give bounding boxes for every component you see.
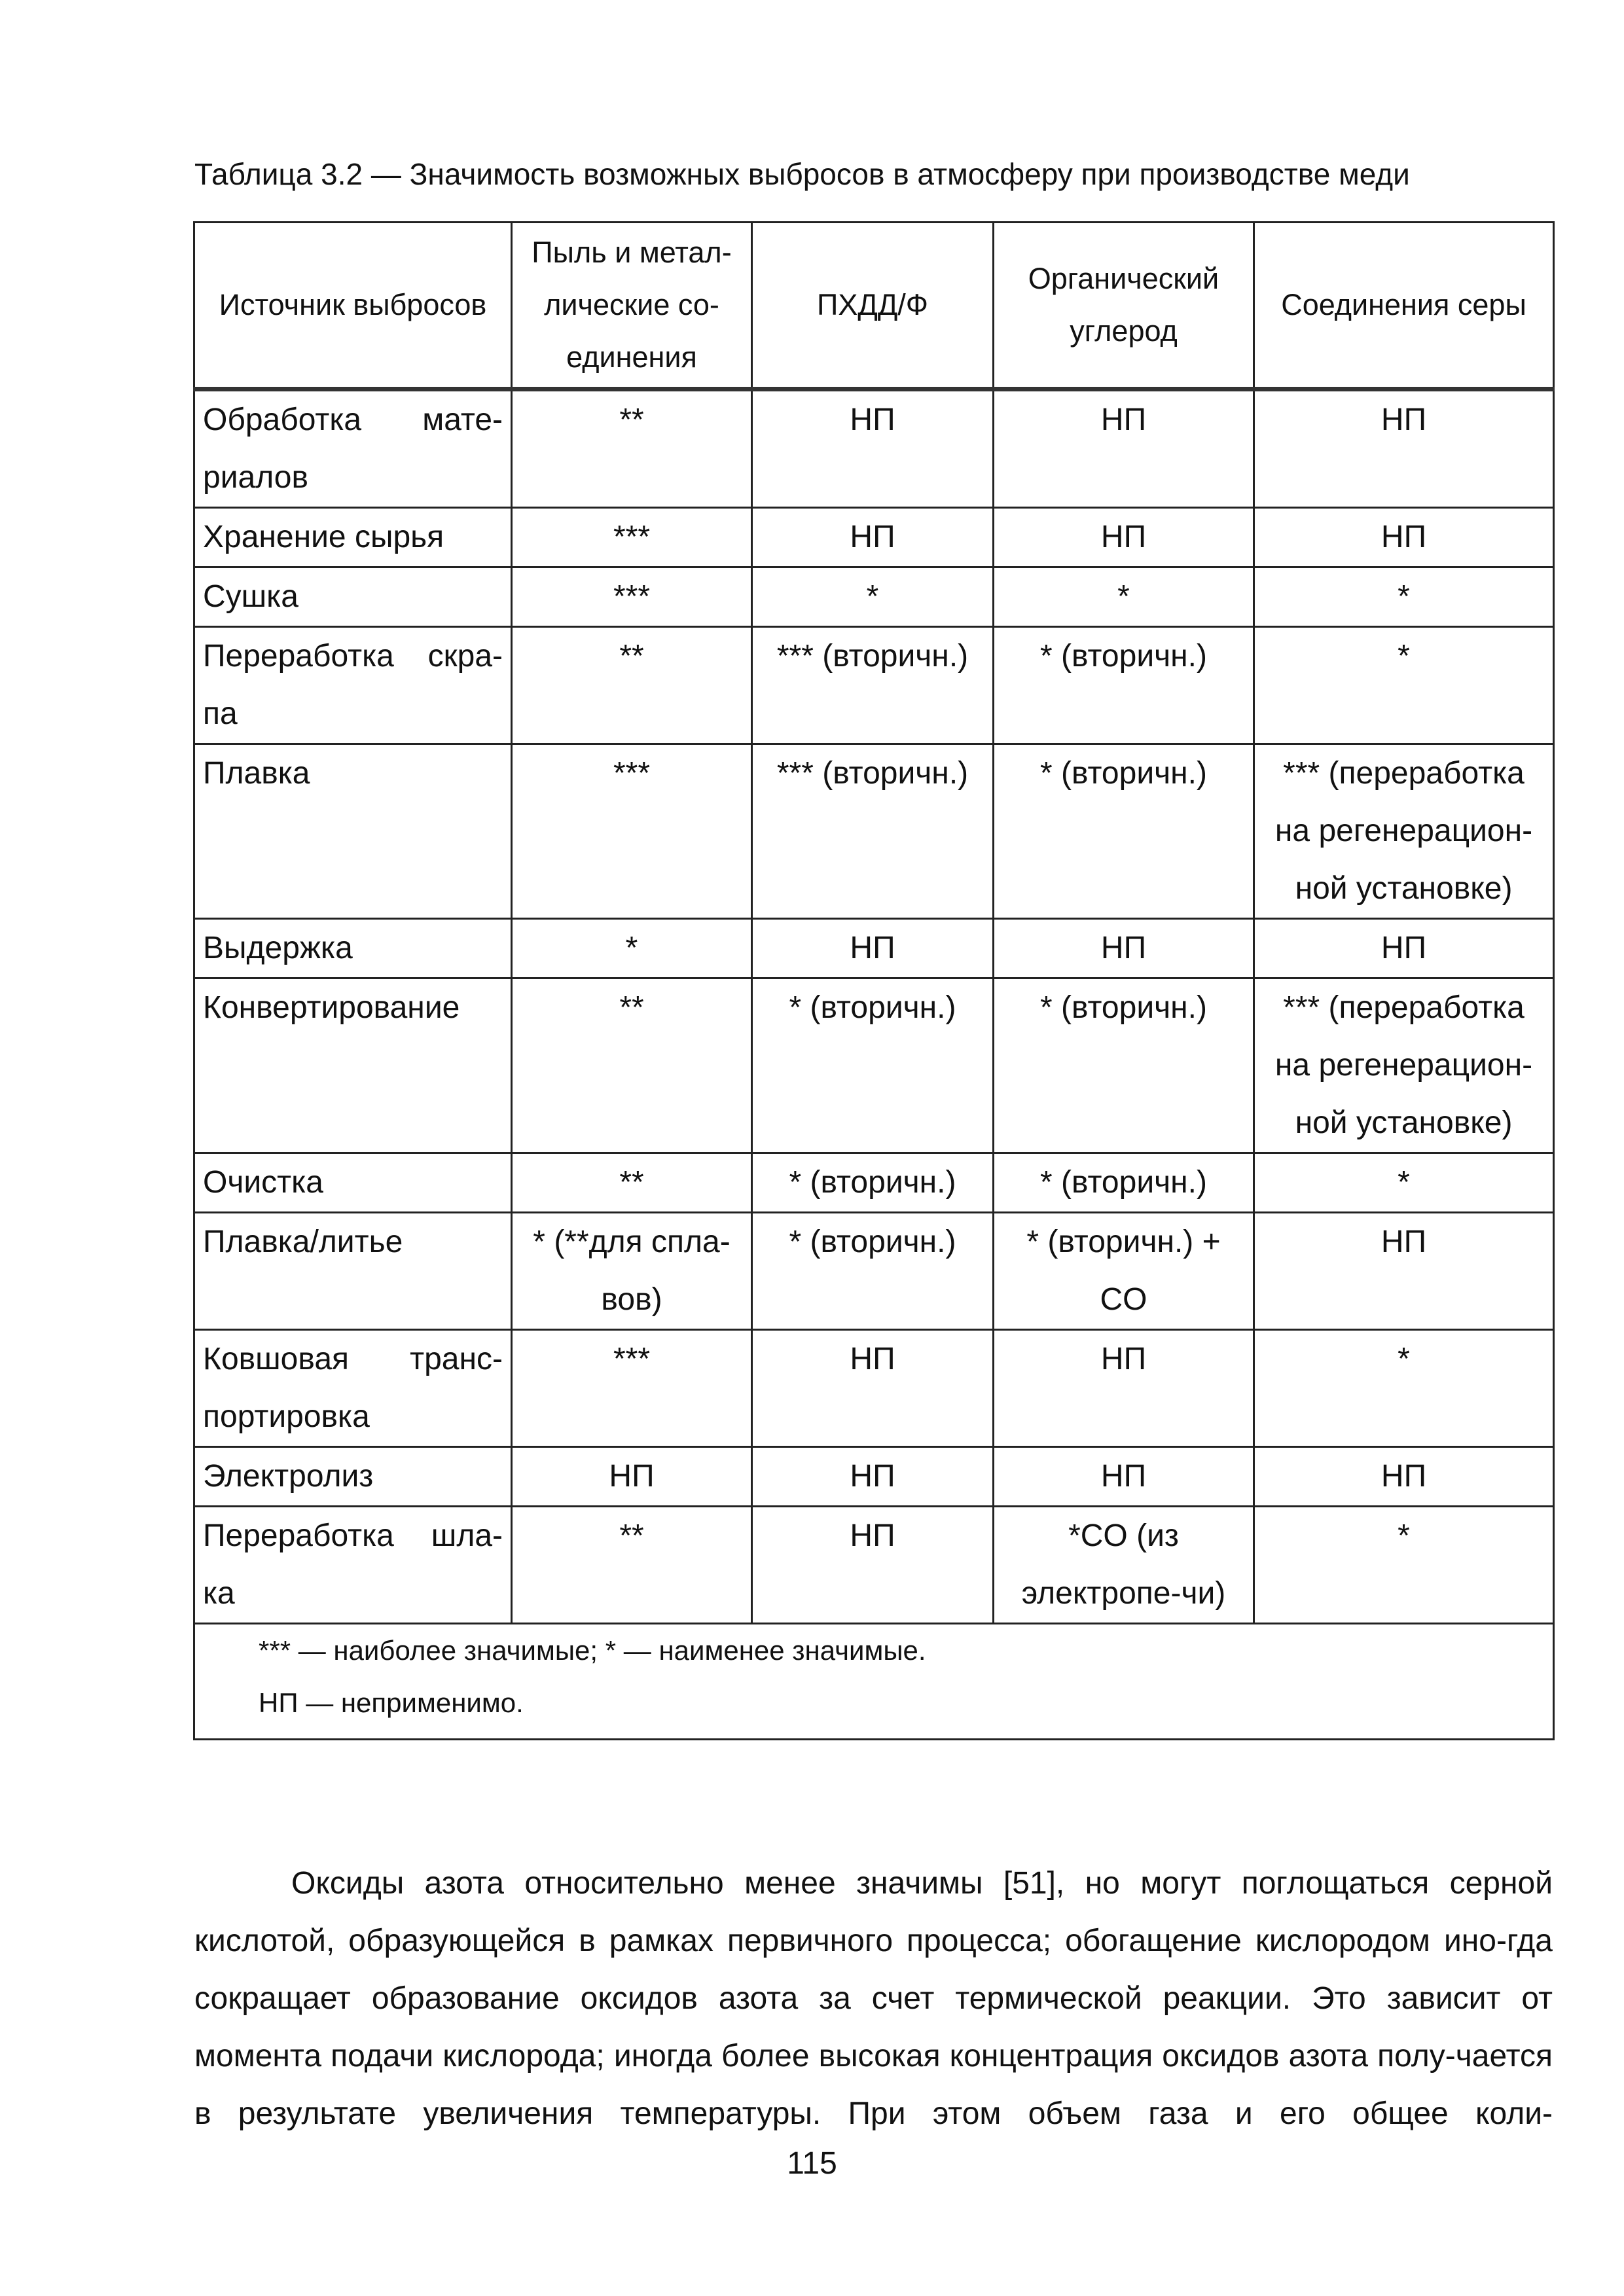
dust-cell: * (**для спла-вов) [512, 1213, 752, 1330]
legend-not-applicable: НП — неприменимо. [259, 1687, 524, 1718]
sulfur-cell: НП [1254, 1447, 1554, 1507]
organic-cell: НП [994, 389, 1254, 508]
pcdd-cell: НП [752, 1507, 994, 1624]
page-number: 115 [787, 2146, 837, 2181]
source-cell: Выдержка [194, 919, 512, 978]
table-caption: Таблица 3.2 — Значимость возможных выбросов в атмосферу при производстве меди [194, 157, 1410, 191]
source-cell: Электролиз [194, 1447, 512, 1507]
source-cell: Очистка [194, 1153, 512, 1213]
pcdd-cell: * [752, 567, 994, 627]
dust-cell: *** [512, 567, 752, 627]
dust-cell: ** [512, 1153, 752, 1213]
organic-cell: * (вторичн.) + CO [994, 1213, 1254, 1330]
table-row [194, 1213, 1554, 1330]
header-pcdd-f: ПХДД/Ф [752, 223, 994, 389]
pcdd-cell: *** (вторичн.) [752, 627, 994, 744]
source-cell: Обработка мате-риалов [194, 389, 512, 508]
dust-cell: *** [512, 1330, 752, 1447]
sulfur-cell: НП [1254, 508, 1554, 567]
legend-significance: *** — наиболее значимые; * — наименее значимые. [259, 1635, 926, 1666]
sulfur-cell: * [1254, 567, 1554, 627]
dust-cell: ** [512, 978, 752, 1153]
sulfur-cell: *** (переработка на регенерацион-ной установке) [1254, 978, 1554, 1153]
pcdd-cell: НП [752, 1330, 994, 1447]
dust-cell: *** [512, 508, 752, 567]
sulfur-cell: * [1254, 627, 1554, 744]
header-source: Источник выбросов [194, 223, 512, 389]
sulfur-cell: * [1254, 1153, 1554, 1213]
organic-cell: * (вторичн.) [994, 744, 1254, 919]
dust-cell: *** [512, 744, 752, 919]
sulfur-cell: НП [1254, 919, 1554, 978]
sulfur-cell: * [1254, 1330, 1554, 1447]
pcdd-cell: * (вторичн.) [752, 1213, 994, 1330]
pcdd-cell: НП [752, 1447, 994, 1507]
dust-cell: ** [512, 627, 752, 744]
organic-cell: * (вторичн.) [994, 1153, 1254, 1213]
source-cell: Сушка [194, 567, 512, 627]
dust-cell: ** [512, 1507, 752, 1624]
organic-cell: * (вторичн.) [994, 627, 1254, 744]
pcdd-cell: * (вторичн.) [752, 978, 994, 1153]
header-dust-metals: Пыль и метал-лические со-единения [512, 223, 752, 389]
source-cell: Плавка/литье [194, 1213, 512, 1330]
table-row [194, 978, 1554, 1153]
table-row [194, 744, 1554, 919]
source-cell: Плавка [194, 744, 512, 919]
table-row [194, 508, 1554, 567]
dust-cell: НП [512, 1447, 752, 1507]
pcdd-cell: * (вторичн.) [752, 1153, 994, 1213]
organic-cell: *CO (из электропе-чи) [994, 1507, 1254, 1624]
table-row [194, 1507, 1554, 1624]
source-cell: Ковшовая транс-портировка [194, 1330, 512, 1447]
table-row [194, 567, 1554, 627]
pcdd-cell: НП [752, 508, 994, 567]
organic-cell: НП [994, 919, 1254, 978]
table-header-row [194, 223, 1554, 389]
source-cell: Переработка шла-ка [194, 1507, 512, 1624]
table-row [194, 627, 1554, 744]
dust-cell: * [512, 919, 752, 978]
table-legend-row [194, 1624, 1554, 1740]
organic-cell: * [994, 567, 1254, 627]
header-organic-carbon: Органический углерод [994, 223, 1254, 389]
organic-cell: НП [994, 1447, 1254, 1507]
organic-cell: НП [994, 1330, 1254, 1447]
table-row [194, 1330, 1554, 1447]
dust-cell: ** [512, 389, 752, 508]
table-legend [194, 1624, 1554, 1740]
table-row [194, 389, 1554, 508]
pcdd-cell: НП [752, 919, 994, 978]
pcdd-cell: НП [752, 389, 994, 508]
organic-cell: * (вторичн.) [994, 978, 1254, 1153]
table-row [194, 1153, 1554, 1213]
body-paragraph: Оксиды азота относительно менее значимы [51], но могут поглощаться серной кислотой, образующейся в рамках первичного процесса; обогащение кислородом ино-гда сокращает образование оксидов азота за счет термической реакции. Это зависит от момента подачи кислорода; иногда более высокая концентрация оксидов азота полу-чается в результате увеличения температуры. При этом объем газа и его общее коли- [194, 1866, 1553, 2131]
pcdd-cell: *** (вторичн.) [752, 744, 994, 919]
source-cell: Конвертирование [194, 978, 512, 1153]
sulfur-cell: НП [1254, 1213, 1554, 1330]
organic-cell: НП [994, 508, 1254, 567]
sulfur-cell: * [1254, 1507, 1554, 1624]
emissions-significance-table [193, 221, 1555, 1740]
sulfur-cell: НП [1254, 389, 1554, 508]
table-row [194, 1447, 1554, 1507]
sulfur-cell: *** (переработка на регенерацион-ной установке) [1254, 744, 1554, 919]
header-sulfur-compounds: Соединения серы [1254, 223, 1554, 389]
source-cell: Переработка скра-па [194, 627, 512, 744]
table-row [194, 919, 1554, 978]
source-cell: Хранение сырья [194, 508, 512, 567]
